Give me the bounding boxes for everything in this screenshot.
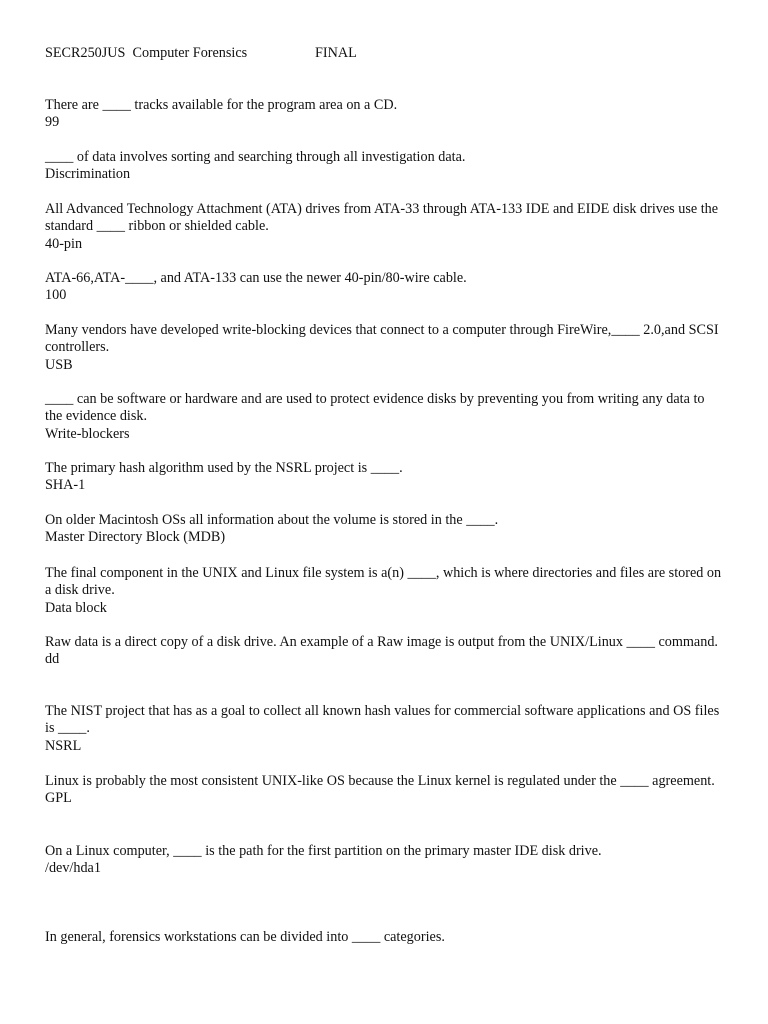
- qa-item: [45, 322, 725, 374]
- question-text: On a Linux computer, ____ is the path for the first partition on the primary master IDE disk drive.: [45, 843, 602, 859]
- answer-text: Write-blockers: [45, 425, 130, 442]
- question-text: Linux is probably the most consistent UNIX-like OS because the Linux kernel is regulated under the ____ agreement.: [45, 773, 715, 789]
- answer-text: NSRL: [45, 737, 82, 754]
- qa-item: [45, 843, 725, 878]
- question-text: On older Macintosh OSs all information about the volume is stored in the ____.: [45, 512, 499, 528]
- answer-text: GPL: [45, 790, 72, 807]
- question-text: The primary hash algorithm used by the NSRL project is ____.: [45, 460, 403, 476]
- qa-item: [45, 773, 725, 808]
- exam-title: FINAL: [315, 45, 357, 61]
- answer-text: dd: [45, 651, 60, 668]
- answer-text: SHA-1: [45, 477, 86, 494]
- answer-text: 100: [45, 287, 67, 304]
- answer-text: 40-pin: [45, 235, 83, 252]
- question-text: ____ of data involves sorting and searching through all investigation data.: [45, 149, 466, 165]
- document-header: [45, 45, 357, 62]
- question-text: Many vendors have developed write-blocking devices that connect to a computer through FireWire,____ 2.0,and SCSI controllers.: [45, 322, 719, 356]
- question-text: ATA-66,ATA-____, and ATA-133 can use the newer 40-pin/80-wire cable.: [45, 270, 467, 286]
- question-text: ____ can be software or hardware and are used to protect evidence disks by preventing you from writing any data to the evidence disk.: [45, 391, 705, 425]
- qa-item: [45, 270, 725, 305]
- answer-text: Discrimination: [45, 166, 131, 183]
- qa-item: [45, 512, 725, 547]
- course-title: SECR250JUS Computer Forensics: [45, 45, 248, 61]
- question-text: There are ____ tracks available for the program area on a CD.: [45, 97, 398, 113]
- answer-text: /dev/hda1: [45, 860, 101, 877]
- qa-item: [45, 460, 725, 495]
- qa-item: [45, 703, 725, 755]
- answer-text: 99: [45, 114, 60, 131]
- qa-item: [45, 97, 725, 132]
- qa-item: [45, 565, 725, 617]
- question-text: The final component in the UNIX and Linux file system is a(n) ____, which is where directories and files are stored on a disk drive.: [45, 565, 722, 599]
- qa-item: [45, 149, 725, 184]
- question-text: In general, forensics workstations can be divided into ____ categories.: [45, 929, 445, 945]
- qa-item: [45, 634, 725, 669]
- answer-text: Master Directory Block (MDB): [45, 529, 226, 546]
- qa-item: [45, 201, 725, 253]
- qa-item: [45, 929, 725, 946]
- question-text: The NIST project that has as a goal to collect all known hash values for commercial software applications and OS files is ____.: [45, 703, 720, 737]
- answer-text: USB: [45, 356, 73, 373]
- qa-item: [45, 391, 725, 443]
- answer-text: Data block: [45, 599, 107, 616]
- question-text: Raw data is a direct copy of a disk drive. An example of a Raw image is output from the UNIX/Linux ____ command.: [45, 634, 718, 650]
- question-text: All Advanced Technology Attachment (ATA) drives from ATA-33 through ATA-133 IDE and EIDE disk drives use the standard ____ ribbon or shielded cable.: [45, 201, 719, 235]
